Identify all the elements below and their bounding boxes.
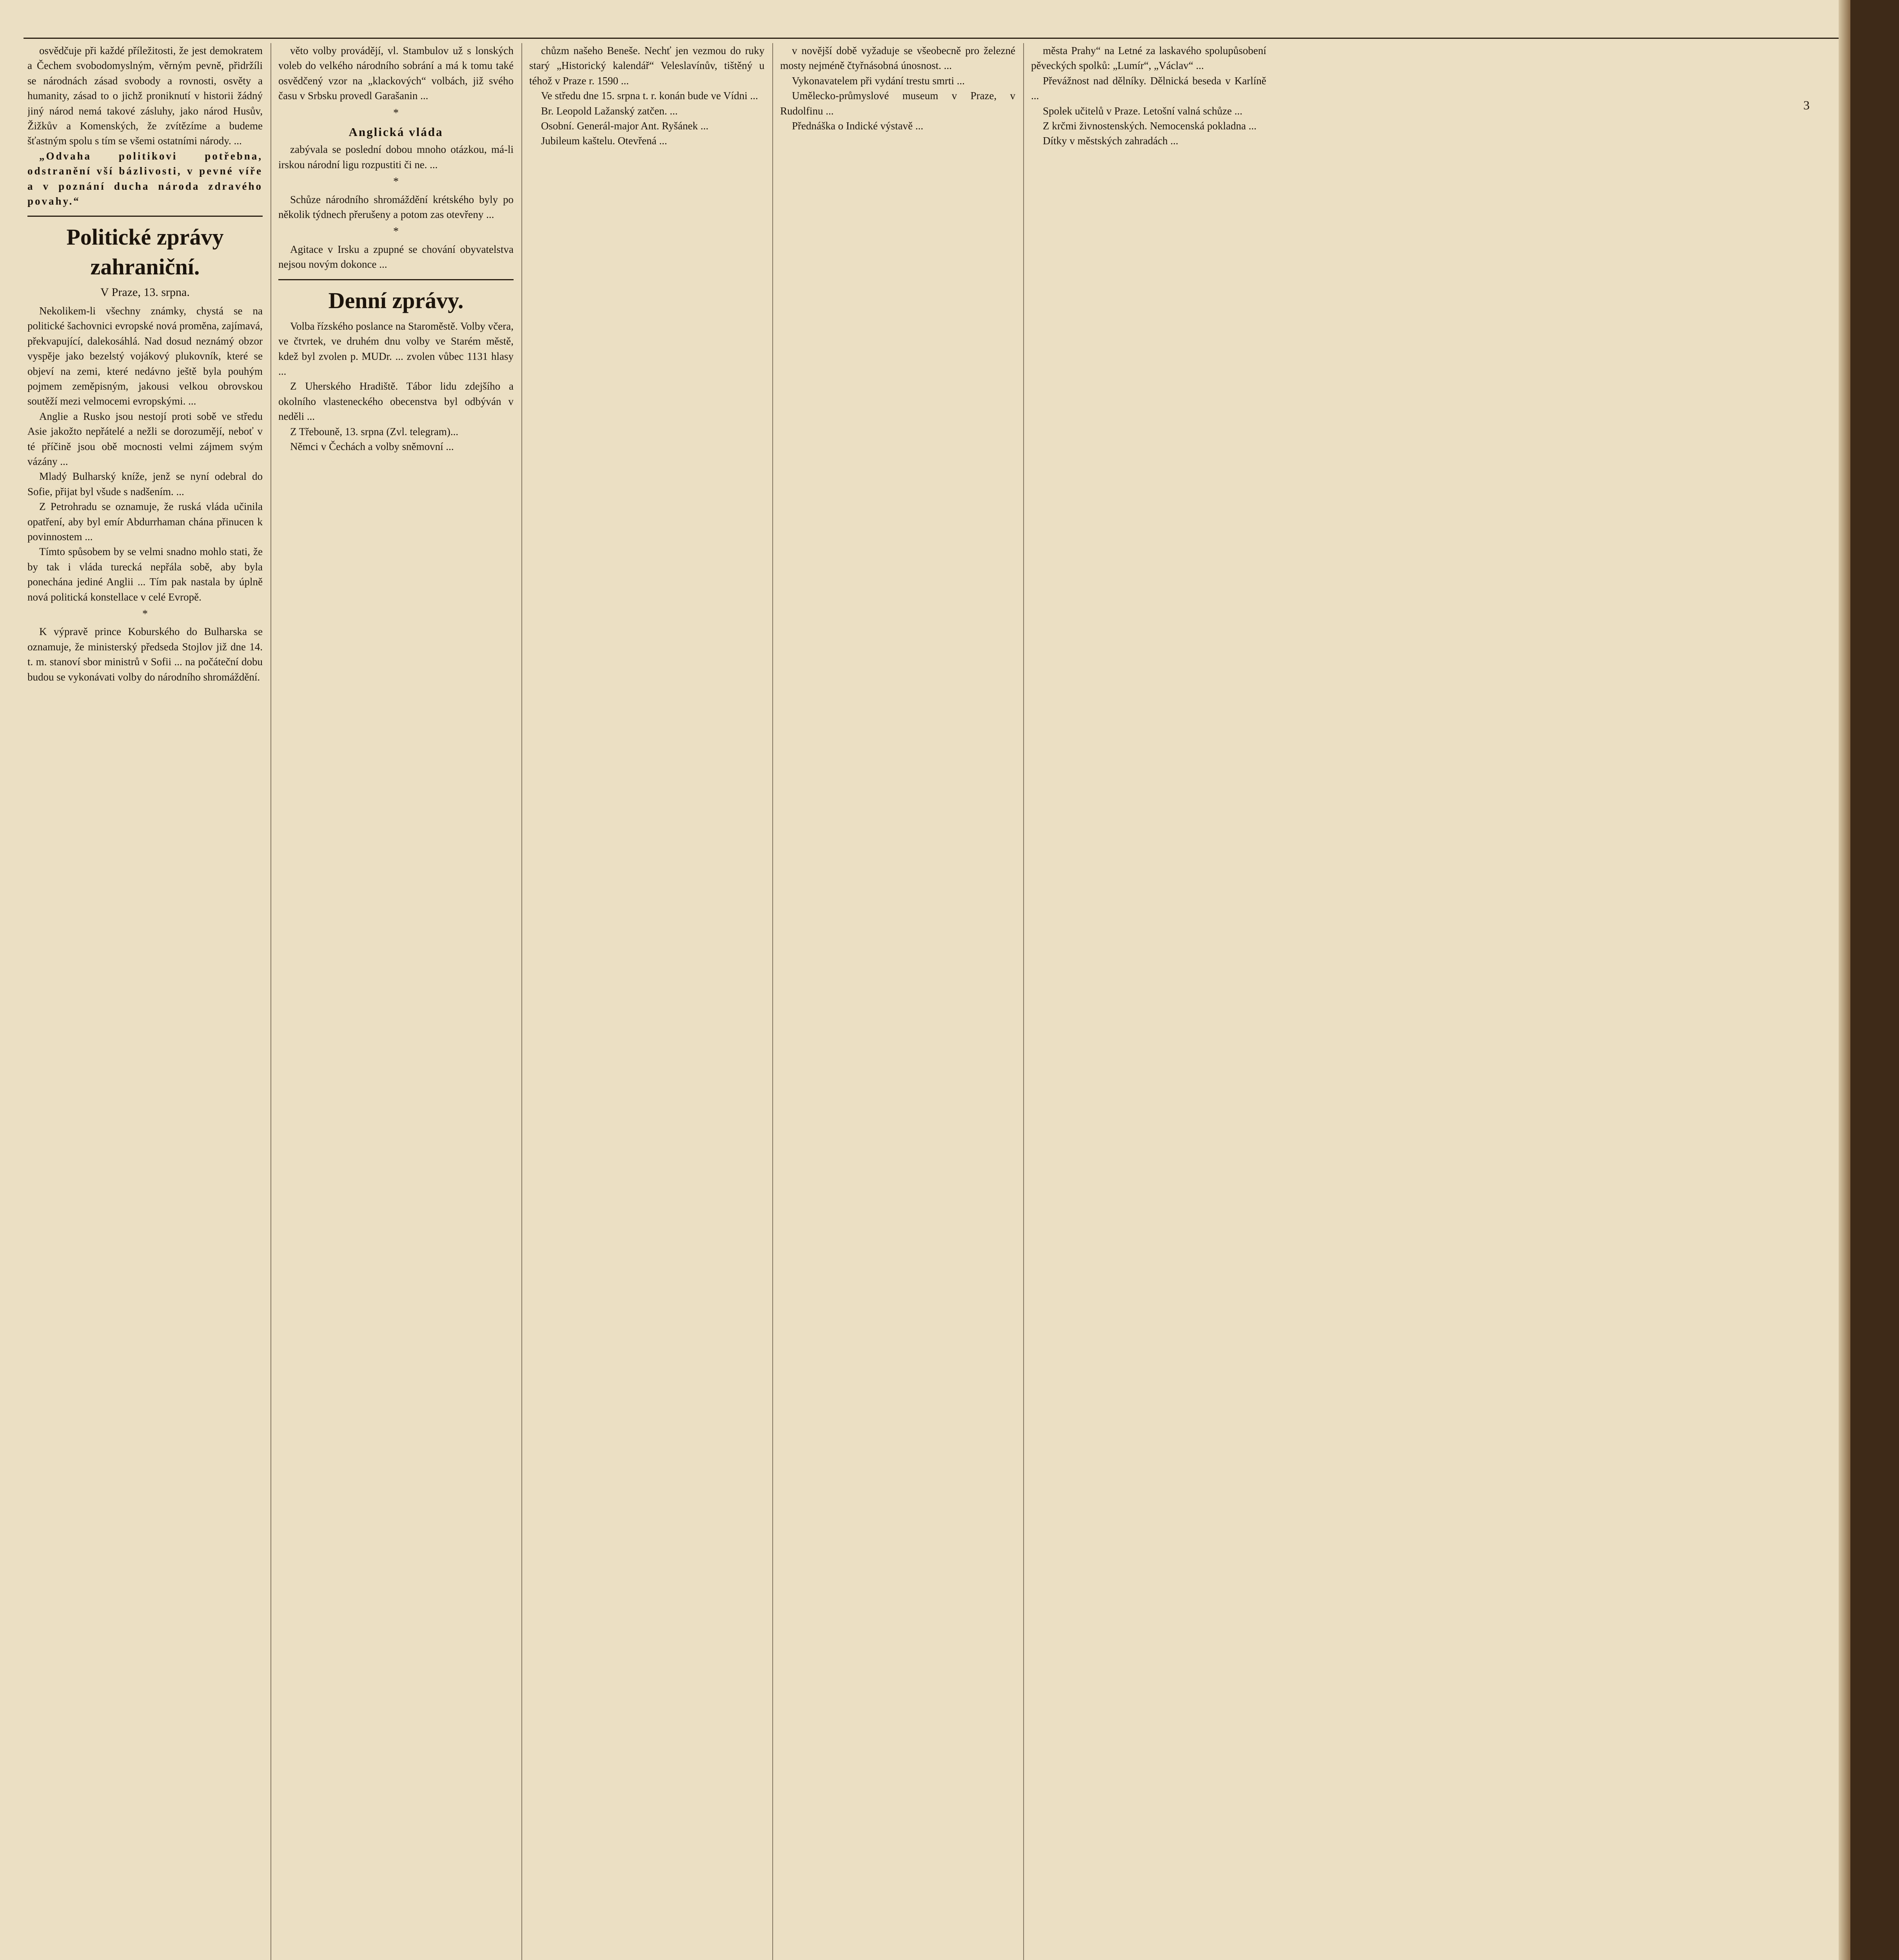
- column-4: [780, 43, 1015, 1960]
- col5-para-1: města Prahy“ na Letné za laskavého spolupůsobení pěveckých spolků: „Lumír“, „Václav“ ...: [1031, 45, 1266, 72]
- col1-intro-quote: „Odvaha politikovi potřebna, odstranění vší bázlivosti, v pevné víře a v poznání ducha národa zdravého povahy.“: [27, 150, 263, 207]
- col3-para-2: Ve středu dne 15. srpna t. r. konán bude ve Vídni ...: [541, 90, 758, 102]
- column-3: [529, 43, 764, 1960]
- column-rule-4: [1023, 43, 1024, 1960]
- column-rule-3: [772, 43, 773, 1960]
- col1-intro-text: osvědčuje při každé příležitosti, že jest demokratem a Čechem svobodomyslným, věrným pevně, přidržíli se národnách zásad svobody a rovnosti, osvěty a humanity, zásad to o jichž proniknutí v historii žádný jiný národ nemá takové zásluhy, jako národ Husův, Žižkův a Komenských, že zvítězíme a budeme šťastným spolu s tím se všemi ostatními národy. ...: [27, 45, 263, 147]
- col2-heading-rule: [278, 279, 514, 280]
- col2-para-8: Němci v Čechách a volby sněmovní ...: [290, 440, 454, 452]
- col1-star-separator: *: [142, 608, 148, 620]
- col1-para-6: K výpravě prince Koburského do Bulharska se oznamuje, že ministerský předseda Stojlov již dne 14. t. m. stanoví sbor ministrů v Sofii ... na počáteční dobu budou se vykonávati volby do národního shromáždění.: [27, 626, 263, 683]
- binding-shadow: [1839, 0, 1850, 1960]
- col5-para-5: Dítky v městských zahradách ...: [1043, 135, 1178, 147]
- col3-para-4: Osobní. Generál-major Ant. Ryšánek ...: [541, 120, 709, 132]
- col2-para-6: Z Uherského Hradiště. Tábor lidu zdejšího a okolního vlasteneckého obecenstva byl odbýván v neděli ...: [278, 380, 514, 423]
- column-5: [1031, 43, 1266, 1960]
- col2-para-1: věto volby provádějí, vl. Stambulov už s lonských voleb do velkého národního sobrání a má k tomu také osvědčený vzor na „klackových“ volbách, již svého času v Srbsku provedl Garašanin ...: [278, 45, 514, 102]
- top-rule: [24, 38, 1843, 39]
- col2-star-1: *: [393, 107, 399, 119]
- col1-heading-rule-top: [27, 216, 263, 217]
- col5-para-4: Z krčmi živnostenských. Nemocenská pokladna ...: [1043, 120, 1257, 132]
- col2-para-3: Schůze národního shromáždění krétského byly po několik týdnech přerušeny a potom zas otevřeny ...: [278, 193, 514, 221]
- col1-para-1: Nekolikem-li všechny známky, chystá se na politické šachovnici evropské nová proměna, zajímavá, překvapující, dalekosáhlá. Nad dosud neznámý obzor vyspěje jako bezelstý vojákový plukovník, které se objeví na zemi, které nedávno ještě byla pouhým pojmem zeměpisným, jakousi velkou obrovskou soutěží mezi velmocemi evropskými. ...: [27, 305, 263, 407]
- col2-para-2: zabývala se poslední dobou mnoho otázkou, má-li irskou národní ligu rozpustiti či ne. ...: [278, 143, 514, 171]
- col2-star-3: *: [393, 225, 399, 238]
- col3-para-3: Br. Leopold Lažanský zatčen. ...: [541, 105, 678, 117]
- col4-para-1: v novější době vyžaduje se všeobecně pro železné mosty nejméně čtyřnásobná únosnost. ...: [780, 45, 1015, 72]
- col4-para-3: Umělecko-průmyslové museum v Praze, v Rudolfinu ...: [780, 90, 1015, 117]
- col5-para-3: Spolek učitelů v Praze. Letošní valná schůze ...: [1043, 105, 1243, 117]
- col1-para-4: Z Petrohradu se oznamuje, že ruská vláda učinila opatření, aby byl emír Abdurrhaman chána přinucen k povinnostem ...: [27, 501, 263, 543]
- column-1: [27, 43, 263, 1960]
- col2-para-7: Z Třebouně, 13. srpna (Zvl. telegram)...: [290, 425, 459, 437]
- col4-para-2: Vykonavatelem při vydání trestu smrti ...: [792, 74, 965, 87]
- col1-para-2: Anglie a Rusko jsou nestojí proti sobě ve středu Asie jakožto nepřátelé a nežli se dorozumějí, neboť v té příčině jsou obě mocnosti velmi zájmem svým vázány ...: [27, 410, 263, 467]
- col3-para-5: Jubileum kaštelu. Otevřená ...: [541, 135, 667, 147]
- col2-heading: Denní zprávy.: [328, 287, 464, 313]
- col3-para-1: chůzm našeho Beneše. Nechť jen vezmou do ruky starý „Historický kalendář“ Veleslavínův, tištěný u téhož v Praze r. 1590 ...: [529, 45, 764, 87]
- col5-para-2: Převážnost nad dělníky. Dělnická beseda v Karlíně ...: [1031, 74, 1266, 102]
- page-number: 3: [1803, 98, 1810, 112]
- column-rule-2: [521, 43, 522, 1960]
- col2-para-4: Agitace v Irsku a zpupné se chování obyvatelstva nejsou novým dokonce ...: [278, 243, 514, 270]
- col1-dateline: V Praze, 13. srpna.: [100, 286, 190, 299]
- col1-para-3: Mladý Bulharský kníže, jenž se nyní odebral do Sofie, přijat byl všude s nadšením. ...: [27, 470, 263, 497]
- binding-edge: [1850, 0, 1899, 1960]
- col2-para-5: Volba řízského poslance na Staroměstě. Volby včera, ve čtvrtek, ve druhém dnu volby ve Starém městě, kdež byl zvolen p. MUDr. ... zvolen vůbec 1131 hlasy ...: [278, 320, 514, 377]
- column-2: [278, 43, 514, 1960]
- col1-heading: Politické zprávy zahraniční.: [66, 224, 224, 280]
- col4-para-4: Přednáška o Indické výstavě ...: [792, 120, 924, 132]
- col2-subhead-1: Anglická vláda: [349, 125, 443, 139]
- col1-para-5: Tímto spůsobem by se velmi snadno mohlo stati, že by tak i vláda turecká nepřála sobě, aby byla ponechána jediné Anglii ... Tím pak nastala by úplně nová politická konstellace v celé Evropě.: [27, 546, 263, 603]
- col2-star-2: *: [393, 176, 399, 188]
